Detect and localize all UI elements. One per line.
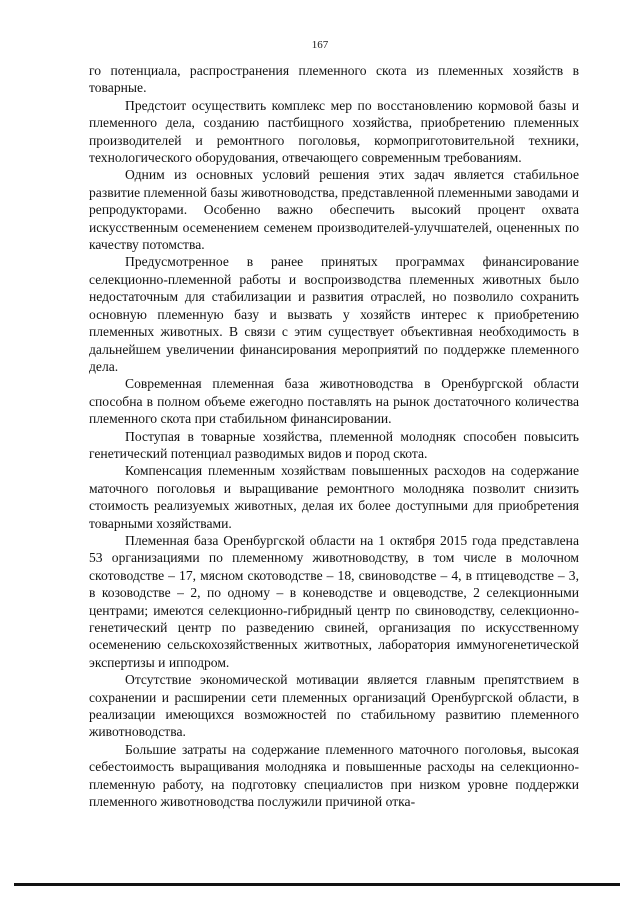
page-number: 167 [311, 39, 329, 51]
body-text [89, 62, 579, 810]
paragraph: Поступая в товарные хозяйства, племенной молодняк способен повысить генетический потенциал разводимых видов и пород скота. [89, 428, 579, 461]
paragraph: Предстоит осуществить комплекс мер по восстановлению кормовой базы и племенного дела, созданию пастбищного хозяйства, приобретению племенных производителей и ремонтного поголовья, кормоприготовительной техники, технологического оборудования, отвечающего современным требованиям. [89, 97, 579, 166]
paragraph: Современная племенная база животноводства в Оренбургской области способна в полном объеме ежегодно поставлять на рынок достаточного количества племенного скота при стабильном финансировании. [89, 376, 579, 427]
paragraph: Большие затраты на содержание племенного маточного поголовья, высокая себестоимость выращивания молодняка и повышенные расходы на селекционно-племенную работу, на подготовку специалистов при низком уровне поддержки племенного животноводства послужили причиной отка- [89, 741, 579, 810]
paragraph: Племенная база Оренбургской области на 1 октября 2015 года представлена 53 организациями по племенному животноводству, в том числе в молочном скотоводстве – 17, мясном скотоводстве – 18, свиноводстве – 4, в птицеводстве – 3, в козоводстве – 2, по одному – в коневодстве и овцеводстве, 2 селекционными центрами; имеются селекционно-гибридный центр по свиноводству, селекционно-генетический центр по разведению свиней, организация по искусственному осеменению сельскохозяйственных житвотных, лаборатория иммуногенетической экспертизы и ипподром. [89, 532, 579, 670]
paragraph: Отсутствие экономической мотивации является главным препятствием в сохранении и расширении сети племенных организаций Оренбургской области, в реализации имеющихся возможностей по стабильному развитию племенного животноводства. [89, 672, 579, 740]
paragraph: Компенсация племенным хозяйствам повышенных расходов на содержание маточного поголовья и выращивание ремонтного молодняка позволит снизить стоимость реализуемых животных, делая их более доступными для приобретения товарными хозяйствами. [89, 463, 579, 531]
paragraph: Предусмотренное в ранее принятых программах финансирование селекционно-племенной работы и воспроизводства племенных животных было недостаточным для стабилизации и развития отраслей, но позволило сохранить основную племенную базу и вызвать у хозяйств интерес к приобретению племенных животных. В связи с этим существует объективная необходимость в дальнейшем увеличении финансирования мероприятий по поддержке племенного дела. [89, 254, 579, 374]
paragraph-continuation: го потенциала, распространения племенного скота из племенных хозяйств в товарные. [89, 63, 579, 96]
bottom-border-line [14, 883, 620, 886]
paragraph: Одним из основных условий решения этих задач является стабильное развитие племенной базы животноводства, представленной племенными заводами и репродукторами. Особенно важно обеспечить высокий процент охвата искусственным осеменением семенем производителей-улучшателей, оцененных по качеству потомства. [89, 167, 579, 253]
